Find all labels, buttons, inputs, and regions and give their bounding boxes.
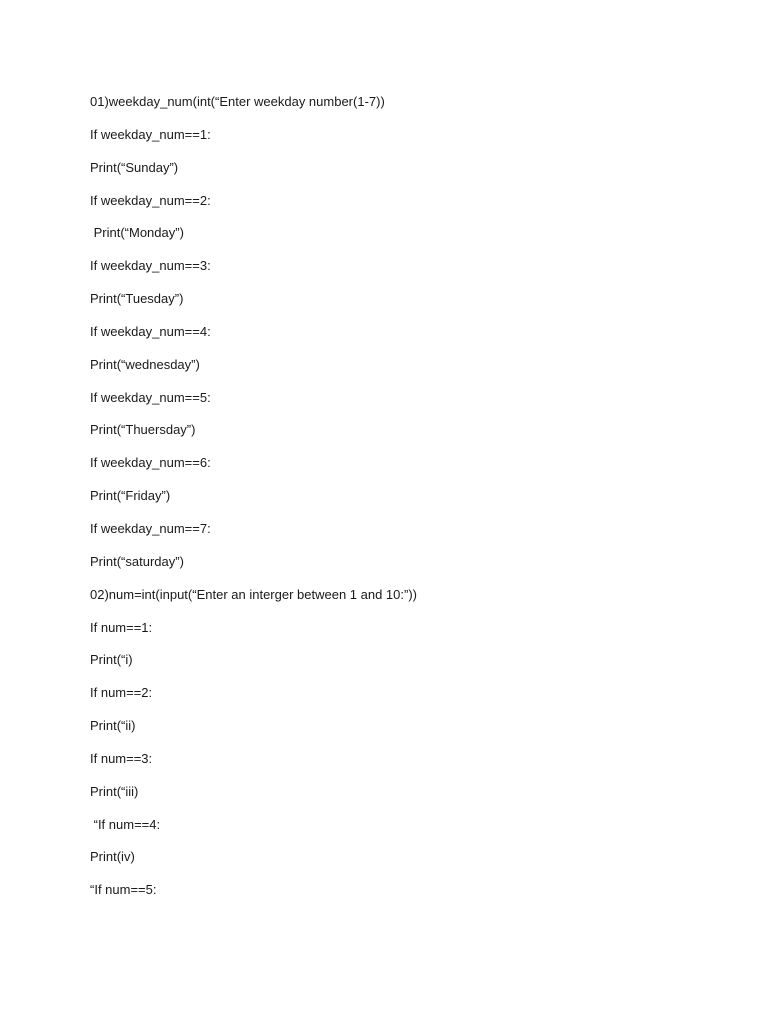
code-line-if-weekday-3: If weekday_num==3: bbox=[90, 258, 211, 274]
code-line-if-weekday-7: If weekday_num==7: bbox=[90, 520, 211, 536]
code-line-print-monday: Print(“Monday”) bbox=[90, 225, 184, 241]
code-line-if-num-4: “If num==4: bbox=[90, 816, 161, 832]
code-line-if-num-3: If num==3: bbox=[90, 750, 153, 766]
code-line-weekday-input: 01)weekday_num(int(“Enter weekday number(1-7)) bbox=[90, 94, 385, 109]
code-line-print-sunday: Print(“Sunday”) bbox=[90, 159, 179, 175]
code-line-if-num-2: If num==2: bbox=[90, 685, 153, 701]
code-line-print-ii: Print(“ii) bbox=[90, 718, 136, 734]
code-line-print-iv: Print(iv) bbox=[90, 849, 135, 865]
code-line-if-num-1: If num==1: bbox=[90, 619, 153, 635]
code-line-if-weekday-5: If weekday_num==5: bbox=[90, 389, 211, 405]
code-line-if-weekday-6: If weekday_num==6: bbox=[90, 455, 211, 471]
code-line-print-saturday: Print(“saturday”) bbox=[90, 553, 184, 569]
code-line-print-wednesday: Print(“wednesday”) bbox=[90, 356, 200, 372]
code-line-print-friday: Print(“Friday”) bbox=[90, 488, 171, 504]
code-line-if-weekday-4: If weekday_num==4: bbox=[90, 323, 211, 339]
code-line-if-num-5: “If num==5: bbox=[90, 882, 157, 898]
code-line-print-i: Print(“i) bbox=[90, 652, 133, 668]
code-line-print-thursday: Print(“Thuersday”) bbox=[90, 422, 196, 438]
code-line-print-iii: Print(“iii) bbox=[90, 783, 139, 799]
code-line-print-tuesday: Print(“Tuesday”) bbox=[90, 291, 184, 307]
document-body bbox=[90, 92, 417, 913]
code-line-num-input: 02)num=int(input(“Enter an interger between 1 and 10:”)) bbox=[90, 586, 417, 602]
code-line-if-weekday-2: If weekday_num==2: bbox=[90, 192, 211, 208]
code-line-if-weekday-1: If weekday_num==1: bbox=[90, 126, 211, 142]
